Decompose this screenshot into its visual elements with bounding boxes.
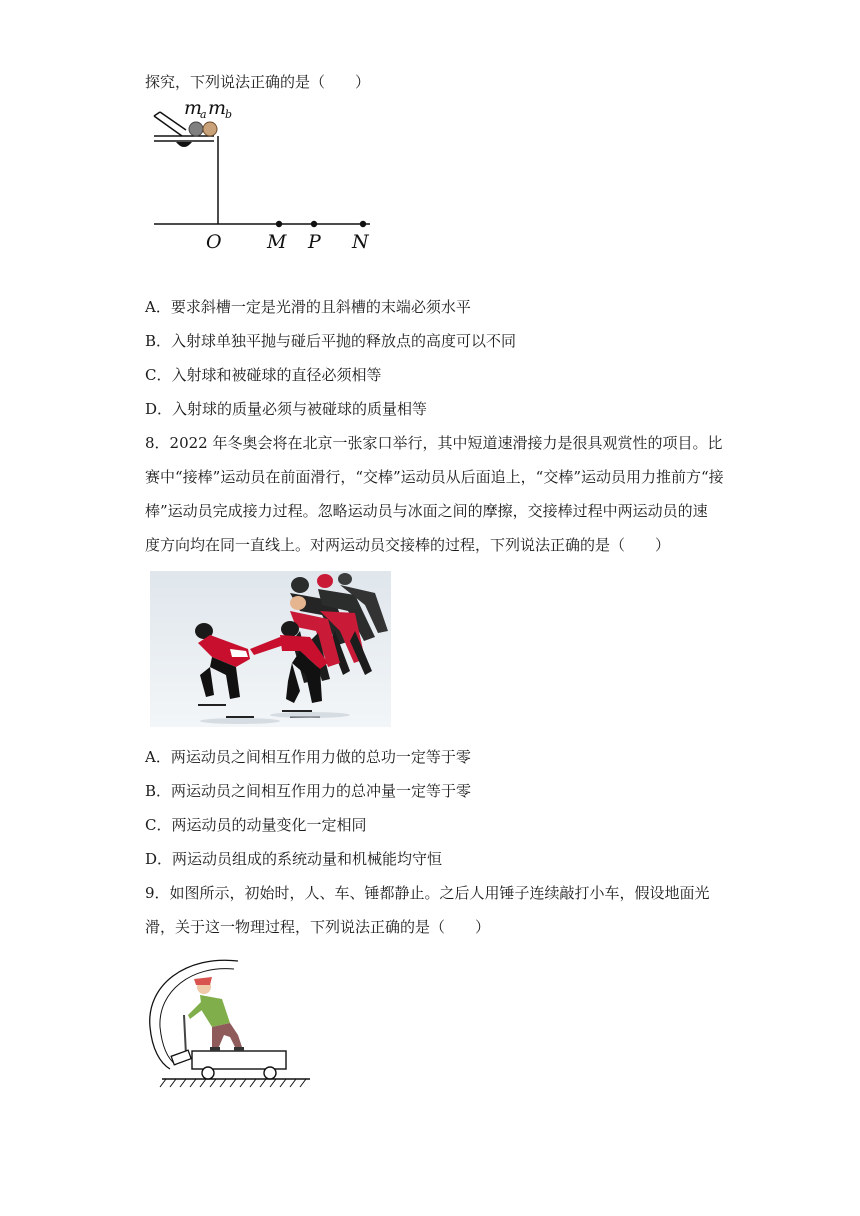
q8-stem-line-3: 棒”运动员完成接力过程。忽略运动员与冰面之间的摩擦，交接棒过程中两运动员的速 xyxy=(145,502,708,520)
q8-option-a: A．两运动员之间相互作用力做的总功一定等于零 xyxy=(145,748,471,766)
q8-stem-line-4: 度方向均在同一直线上。对两运动员交接棒的过程，下列说法正确的是（ ） xyxy=(145,536,671,554)
label-mb: m xyxy=(208,97,227,119)
q7-option-d: D．入射球的质量必须与被碰球的质量相等 xyxy=(145,400,428,418)
q9-stem-line-1: 9．如图所示，初始时，人、车、锤都静止。之后人用锤子连续敲打小车，假设地面光 xyxy=(145,884,710,902)
point-M: M xyxy=(267,231,287,253)
q7-stem-tail: 探究，下列说法正确的是（ ） xyxy=(145,73,371,91)
collision-apparatus-figure xyxy=(148,96,378,256)
point-O: O xyxy=(206,231,222,253)
q8-stem-line-2: 赛中“接棒”运动员在前面滑行，“交棒”运动员从后面追上，“交棒”运动员用力推前方“接 xyxy=(145,468,724,486)
q7-option-c: C．入射球和被碰球的直径必须相等 xyxy=(145,366,382,384)
q8-option-b: B．两运动员之间相互作用力的总冲量一定等于零 xyxy=(145,782,472,800)
label-ma-sub: a xyxy=(200,108,207,121)
point-N: N xyxy=(352,231,369,253)
q8-option-d: D．两运动员组成的系统动量和机械能均守恒 xyxy=(145,850,443,868)
q8-stem-line-1: 8．2022 年冬奥会将在北京一张家口举行，其中短道速滑接力是很具观赏性的项目。比 xyxy=(145,434,723,452)
label-mb-sub: b xyxy=(225,108,233,121)
speed-skating-relay-photo xyxy=(150,571,391,727)
q7-option-b: B．入射球单独平抛与碰后平抛的释放点的高度可以不同 xyxy=(145,332,517,350)
q7-option-a: A．要求斜槽一定是光滑的且斜槽的末端必须水平 xyxy=(145,298,471,316)
q9-stem-line-2: 滑，关于这一物理过程，下列说法正确的是（ ） xyxy=(145,918,491,936)
q8-option-c: C．两运动员的动量变化一定相同 xyxy=(145,816,367,834)
label-ma: m xyxy=(184,97,203,119)
person-hammer-cart-figure xyxy=(146,955,316,1095)
point-P: P xyxy=(308,231,321,253)
